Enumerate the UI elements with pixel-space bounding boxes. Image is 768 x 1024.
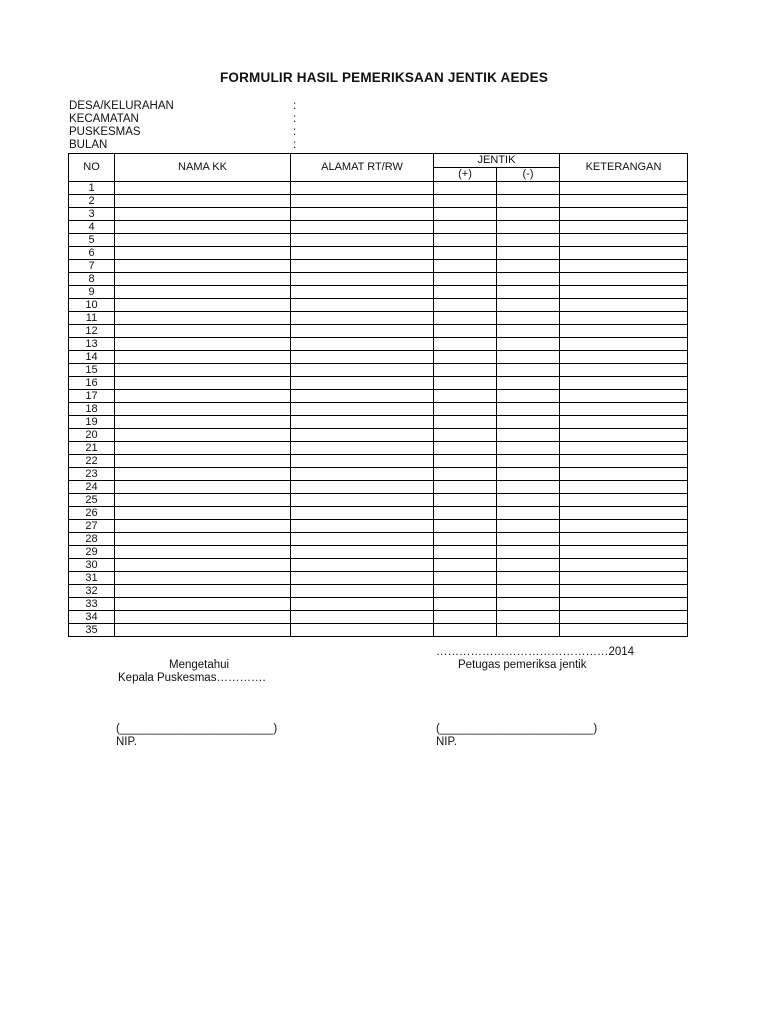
cell-jentik-negative[interactable] [497,416,560,429]
header-jentik-negative: (-) [497,168,560,182]
cell-jentik-positive[interactable] [434,403,497,416]
cell-jentik-negative[interactable] [497,247,560,260]
cell-nama-kk[interactable] [115,182,291,195]
row-number: 14 [69,351,115,364]
table-row [69,208,688,221]
signature-left-subtitle: Kepala Puskesmas…………. [118,672,266,684]
cell-jentik-negative[interactable] [497,221,560,234]
cell-alamat[interactable] [291,260,434,273]
cell-nama-kk[interactable] [115,598,291,611]
cell-jentik-negative[interactable] [497,325,560,338]
cell-keterangan[interactable] [560,455,688,468]
cell-nama-kk[interactable] [115,429,291,442]
cell-jentik-negative[interactable] [497,403,560,416]
cell-nama-kk[interactable] [115,546,291,559]
cell-jentik-positive[interactable] [434,546,497,559]
cell-jentik-positive[interactable] [434,299,497,312]
row-number: 22 [69,455,115,468]
meta-row-puskesmas [69,126,329,139]
row-number: 34 [69,611,115,624]
cell-keterangan[interactable] [560,299,688,312]
cell-keterangan[interactable] [560,494,688,507]
row-number: 30 [69,559,115,572]
table-row [69,455,688,468]
cell-jentik-negative[interactable] [497,208,560,221]
row-number: 19 [69,416,115,429]
cell-jentik-positive[interactable] [434,247,497,260]
cell-jentik-negative[interactable] [497,481,560,494]
table-row [69,507,688,520]
row-number: 24 [69,481,115,494]
cell-nama-kk[interactable] [115,468,291,481]
row-number: 25 [69,494,115,507]
cell-alamat[interactable] [291,572,434,585]
row-number: 5 [69,234,115,247]
form-title: FORMULIR HASIL PEMERIKSAAN JENTIK AEDES [219,70,549,85]
cell-nama-kk[interactable] [115,273,291,286]
inspection-table [68,153,688,637]
cell-keterangan[interactable] [560,351,688,364]
table-row [69,572,688,585]
cell-jentik-negative[interactable] [497,299,560,312]
cell-alamat[interactable] [291,247,434,260]
cell-jentik-negative[interactable] [497,455,560,468]
cell-jentik-positive[interactable] [434,585,497,598]
cell-jentik-positive[interactable] [434,559,497,572]
cell-keterangan[interactable] [560,481,688,494]
cell-nama-kk[interactable] [115,559,291,572]
cell-jentik-negative[interactable] [497,611,560,624]
cell-alamat[interactable] [291,585,434,598]
cell-nama-kk[interactable] [115,195,291,208]
cell-nama-kk[interactable] [115,442,291,455]
cell-jentik-negative[interactable] [497,624,560,637]
cell-nama-kk[interactable] [115,403,291,416]
cell-keterangan[interactable] [560,234,688,247]
row-number: 26 [69,507,115,520]
cell-jentik-negative[interactable] [497,286,560,299]
cell-keterangan[interactable] [560,611,688,624]
cell-jentik-negative[interactable] [497,429,560,442]
cell-jentik-positive[interactable] [434,455,497,468]
cell-keterangan[interactable] [560,273,688,286]
meta-row-kecamatan [69,113,329,126]
cell-nama-kk[interactable] [115,286,291,299]
table-row [69,559,688,572]
row-number: 21 [69,442,115,455]
header-keterangan: KETERANGAN [560,154,688,182]
cell-alamat[interactable] [291,364,434,377]
cell-keterangan[interactable] [560,403,688,416]
table-row [69,611,688,624]
cell-jentik-negative[interactable] [497,312,560,325]
cell-keterangan[interactable] [560,546,688,559]
cell-jentik-positive[interactable] [434,182,497,195]
cell-jentik-positive[interactable] [434,520,497,533]
row-number: 3 [69,208,115,221]
cell-jentik-negative[interactable] [497,351,560,364]
table-row [69,260,688,273]
table-row [69,442,688,455]
cell-jentik-positive[interactable] [434,208,497,221]
cell-nama-kk[interactable] [115,247,291,260]
cell-nama-kk[interactable] [115,624,291,637]
cell-keterangan[interactable] [560,507,688,520]
signature-right-name-line: (________________________) [436,723,598,735]
table-row [69,182,688,195]
table-row [69,585,688,598]
cell-nama-kk[interactable] [115,338,291,351]
cell-nama-kk[interactable] [115,312,291,325]
cell-jentik-positive[interactable] [434,234,497,247]
cell-keterangan[interactable] [560,364,688,377]
cell-keterangan[interactable] [560,585,688,598]
cell-keterangan[interactable] [560,572,688,585]
row-number: 2 [69,195,115,208]
cell-keterangan[interactable] [560,260,688,273]
cell-alamat[interactable] [291,182,434,195]
cell-jentik-negative[interactable] [497,468,560,481]
table-row [69,377,688,390]
cell-jentik-positive[interactable] [434,390,497,403]
cell-keterangan[interactable] [560,598,688,611]
table-row [69,598,688,611]
cell-nama-kk[interactable] [115,416,291,429]
signature-left-name-line: (________________________) [116,723,278,735]
table-row [69,247,688,260]
row-number: 16 [69,377,115,390]
cell-alamat[interactable] [291,520,434,533]
row-number: 20 [69,429,115,442]
table-row [69,234,688,247]
cell-alamat[interactable] [291,390,434,403]
meta-colon: : [293,139,297,151]
cell-jentik-negative[interactable] [497,234,560,247]
cell-keterangan[interactable] [560,416,688,429]
cell-alamat[interactable] [291,312,434,325]
row-number: 29 [69,546,115,559]
cell-alamat[interactable] [291,611,434,624]
table-row [69,481,688,494]
cell-keterangan[interactable] [560,442,688,455]
meta-label: KECAMATAN [69,113,139,125]
cell-jentik-negative[interactable] [497,572,560,585]
cell-keterangan[interactable] [560,390,688,403]
cell-alamat[interactable] [291,507,434,520]
cell-keterangan[interactable] [560,208,688,221]
cell-keterangan[interactable] [560,338,688,351]
cell-alamat[interactable] [291,221,434,234]
cell-jentik-negative[interactable] [497,390,560,403]
cell-jentik-positive[interactable] [434,273,497,286]
table-row [69,468,688,481]
table-row [69,299,688,312]
table-row [69,403,688,416]
cell-nama-kk[interactable] [115,260,291,273]
cell-nama-kk[interactable] [115,572,291,585]
cell-alamat[interactable] [291,351,434,364]
row-number: 12 [69,325,115,338]
cell-nama-kk[interactable] [115,390,291,403]
meta-row-bulan [69,139,329,152]
header-jentik: JENTIK [434,154,560,168]
row-number: 7 [69,260,115,273]
cell-alamat[interactable] [291,299,434,312]
cell-jentik-positive[interactable] [434,468,497,481]
cell-jentik-negative[interactable] [497,377,560,390]
cell-jentik-negative[interactable] [497,533,560,546]
row-number: 17 [69,390,115,403]
cell-nama-kk[interactable] [115,494,291,507]
cell-alamat[interactable] [291,286,434,299]
cell-nama-kk[interactable] [115,611,291,624]
cell-jentik-negative[interactable] [497,559,560,572]
cell-jentik-positive[interactable] [434,260,497,273]
cell-alamat[interactable] [291,195,434,208]
cell-jentik-negative[interactable] [497,442,560,455]
row-number: 31 [69,572,115,585]
cell-nama-kk[interactable] [115,351,291,364]
cell-alamat[interactable] [291,273,434,286]
cell-jentik-negative[interactable] [497,338,560,351]
cell-alamat[interactable] [291,494,434,507]
cell-alamat[interactable] [291,546,434,559]
cell-keterangan[interactable] [560,533,688,546]
table-row [69,312,688,325]
cell-alamat[interactable] [291,429,434,442]
cell-keterangan[interactable] [560,468,688,481]
cell-jentik-positive[interactable] [434,611,497,624]
table-row [69,520,688,533]
header-alamat: ALAMAT RT/RW [291,154,434,182]
cell-keterangan[interactable] [560,182,688,195]
cell-keterangan[interactable] [560,247,688,260]
cell-keterangan[interactable] [560,377,688,390]
cell-jentik-positive[interactable] [434,442,497,455]
cell-jentik-positive[interactable] [434,221,497,234]
form-meta [69,100,329,152]
table-row [69,351,688,364]
cell-jentik-negative[interactable] [497,364,560,377]
row-number: 33 [69,598,115,611]
cell-alamat[interactable] [291,468,434,481]
cell-keterangan[interactable] [560,286,688,299]
cell-jentik-positive[interactable] [434,598,497,611]
meta-colon: : [293,126,297,138]
meta-label: PUSKESMAS [69,126,141,138]
header-jentik-positive: (+) [434,168,497,182]
cell-jentik-positive[interactable] [434,351,497,364]
cell-alamat[interactable] [291,234,434,247]
cell-jentik-positive[interactable] [434,533,497,546]
cell-jentik-negative[interactable] [497,494,560,507]
cell-jentik-negative[interactable] [497,585,560,598]
row-number: 35 [69,624,115,637]
table-row [69,221,688,234]
cell-nama-kk[interactable] [115,364,291,377]
cell-alamat[interactable] [291,624,434,637]
table-row [69,624,688,637]
cell-keterangan[interactable] [560,624,688,637]
row-number: 1 [69,182,115,195]
table-row [69,325,688,338]
table-row [69,195,688,208]
row-number: 8 [69,273,115,286]
cell-alamat[interactable] [291,442,434,455]
cell-keterangan[interactable] [560,429,688,442]
cell-alamat[interactable] [291,325,434,338]
cell-alamat[interactable] [291,416,434,429]
table-row [69,546,688,559]
row-number: 4 [69,221,115,234]
cell-keterangan[interactable] [560,195,688,208]
cell-jentik-negative[interactable] [497,182,560,195]
header-nama-kk: NAMA KK [115,154,291,182]
meta-colon: : [293,113,297,125]
cell-nama-kk[interactable] [115,533,291,546]
cell-nama-kk[interactable] [115,520,291,533]
cell-jentik-negative[interactable] [497,195,560,208]
table-row [69,416,688,429]
cell-jentik-negative[interactable] [497,273,560,286]
row-number: 32 [69,585,115,598]
cell-jentik-positive[interactable] [434,195,497,208]
signature-date-line: ………………………………………2014 [436,646,635,658]
meta-label: DESA/KELURAHAN [69,100,174,112]
table-row [69,286,688,299]
signature-right-nip: NIP. [436,736,457,748]
row-number: 6 [69,247,115,260]
cell-jentik-negative[interactable] [497,546,560,559]
cell-keterangan[interactable] [560,312,688,325]
cell-keterangan[interactable] [560,325,688,338]
cell-nama-kk[interactable] [115,507,291,520]
cell-jentik-positive[interactable] [434,325,497,338]
cell-jentik-positive[interactable] [434,624,497,637]
cell-keterangan[interactable] [560,559,688,572]
row-number: 28 [69,533,115,546]
cell-jentik-positive[interactable] [434,481,497,494]
cell-jentik-positive[interactable] [434,429,497,442]
row-number: 27 [69,520,115,533]
cell-jentik-positive[interactable] [434,338,497,351]
cell-jentik-negative[interactable] [497,520,560,533]
cell-alamat[interactable] [291,481,434,494]
signature-right-title: Petugas pemeriksa jentik [458,659,587,671]
row-number: 10 [69,299,115,312]
cell-jentik-negative[interactable] [497,507,560,520]
cell-alamat[interactable] [291,598,434,611]
cell-nama-kk[interactable] [115,377,291,390]
cell-jentik-positive[interactable] [434,377,497,390]
row-number: 15 [69,364,115,377]
table-row [69,338,688,351]
meta-row-desa [69,100,329,113]
cell-jentik-positive[interactable] [434,312,497,325]
cell-jentik-positive[interactable] [434,286,497,299]
cell-nama-kk[interactable] [115,325,291,338]
table-row [69,273,688,286]
table-row [69,533,688,546]
signature-left-nip: NIP. [116,736,137,748]
cell-alamat[interactable] [291,559,434,572]
cell-nama-kk[interactable] [115,585,291,598]
row-number: 23 [69,468,115,481]
row-number: 13 [69,338,115,351]
cell-keterangan[interactable] [560,221,688,234]
meta-label: BULAN [69,139,108,151]
cell-jentik-negative[interactable] [497,598,560,611]
cell-alamat[interactable] [291,455,434,468]
cell-keterangan[interactable] [560,520,688,533]
row-number: 11 [69,312,115,325]
cell-nama-kk[interactable] [115,455,291,468]
cell-jentik-positive[interactable] [434,494,497,507]
cell-alamat[interactable] [291,208,434,221]
signature-left-title: Mengetahui [169,659,230,671]
cell-alamat[interactable] [291,338,434,351]
cell-jentik-positive[interactable] [434,416,497,429]
cell-alamat[interactable] [291,377,434,390]
table-row [69,429,688,442]
meta-colon: : [293,100,297,112]
row-number: 9 [69,286,115,299]
row-number: 18 [69,403,115,416]
header-no: NO [69,154,115,182]
cell-jentik-positive[interactable] [434,364,497,377]
cell-alamat[interactable] [291,533,434,546]
table-row [69,364,688,377]
cell-jentik-positive[interactable] [434,572,497,585]
cell-nama-kk[interactable] [115,481,291,494]
cell-jentik-positive[interactable] [434,507,497,520]
cell-alamat[interactable] [291,403,434,416]
cell-nama-kk[interactable] [115,208,291,221]
table-row [69,494,688,507]
table-row [69,390,688,403]
cell-nama-kk[interactable] [115,234,291,247]
cell-nama-kk[interactable] [115,221,291,234]
cell-jentik-negative[interactable] [497,260,560,273]
table-body [69,182,688,637]
cell-nama-kk[interactable] [115,299,291,312]
